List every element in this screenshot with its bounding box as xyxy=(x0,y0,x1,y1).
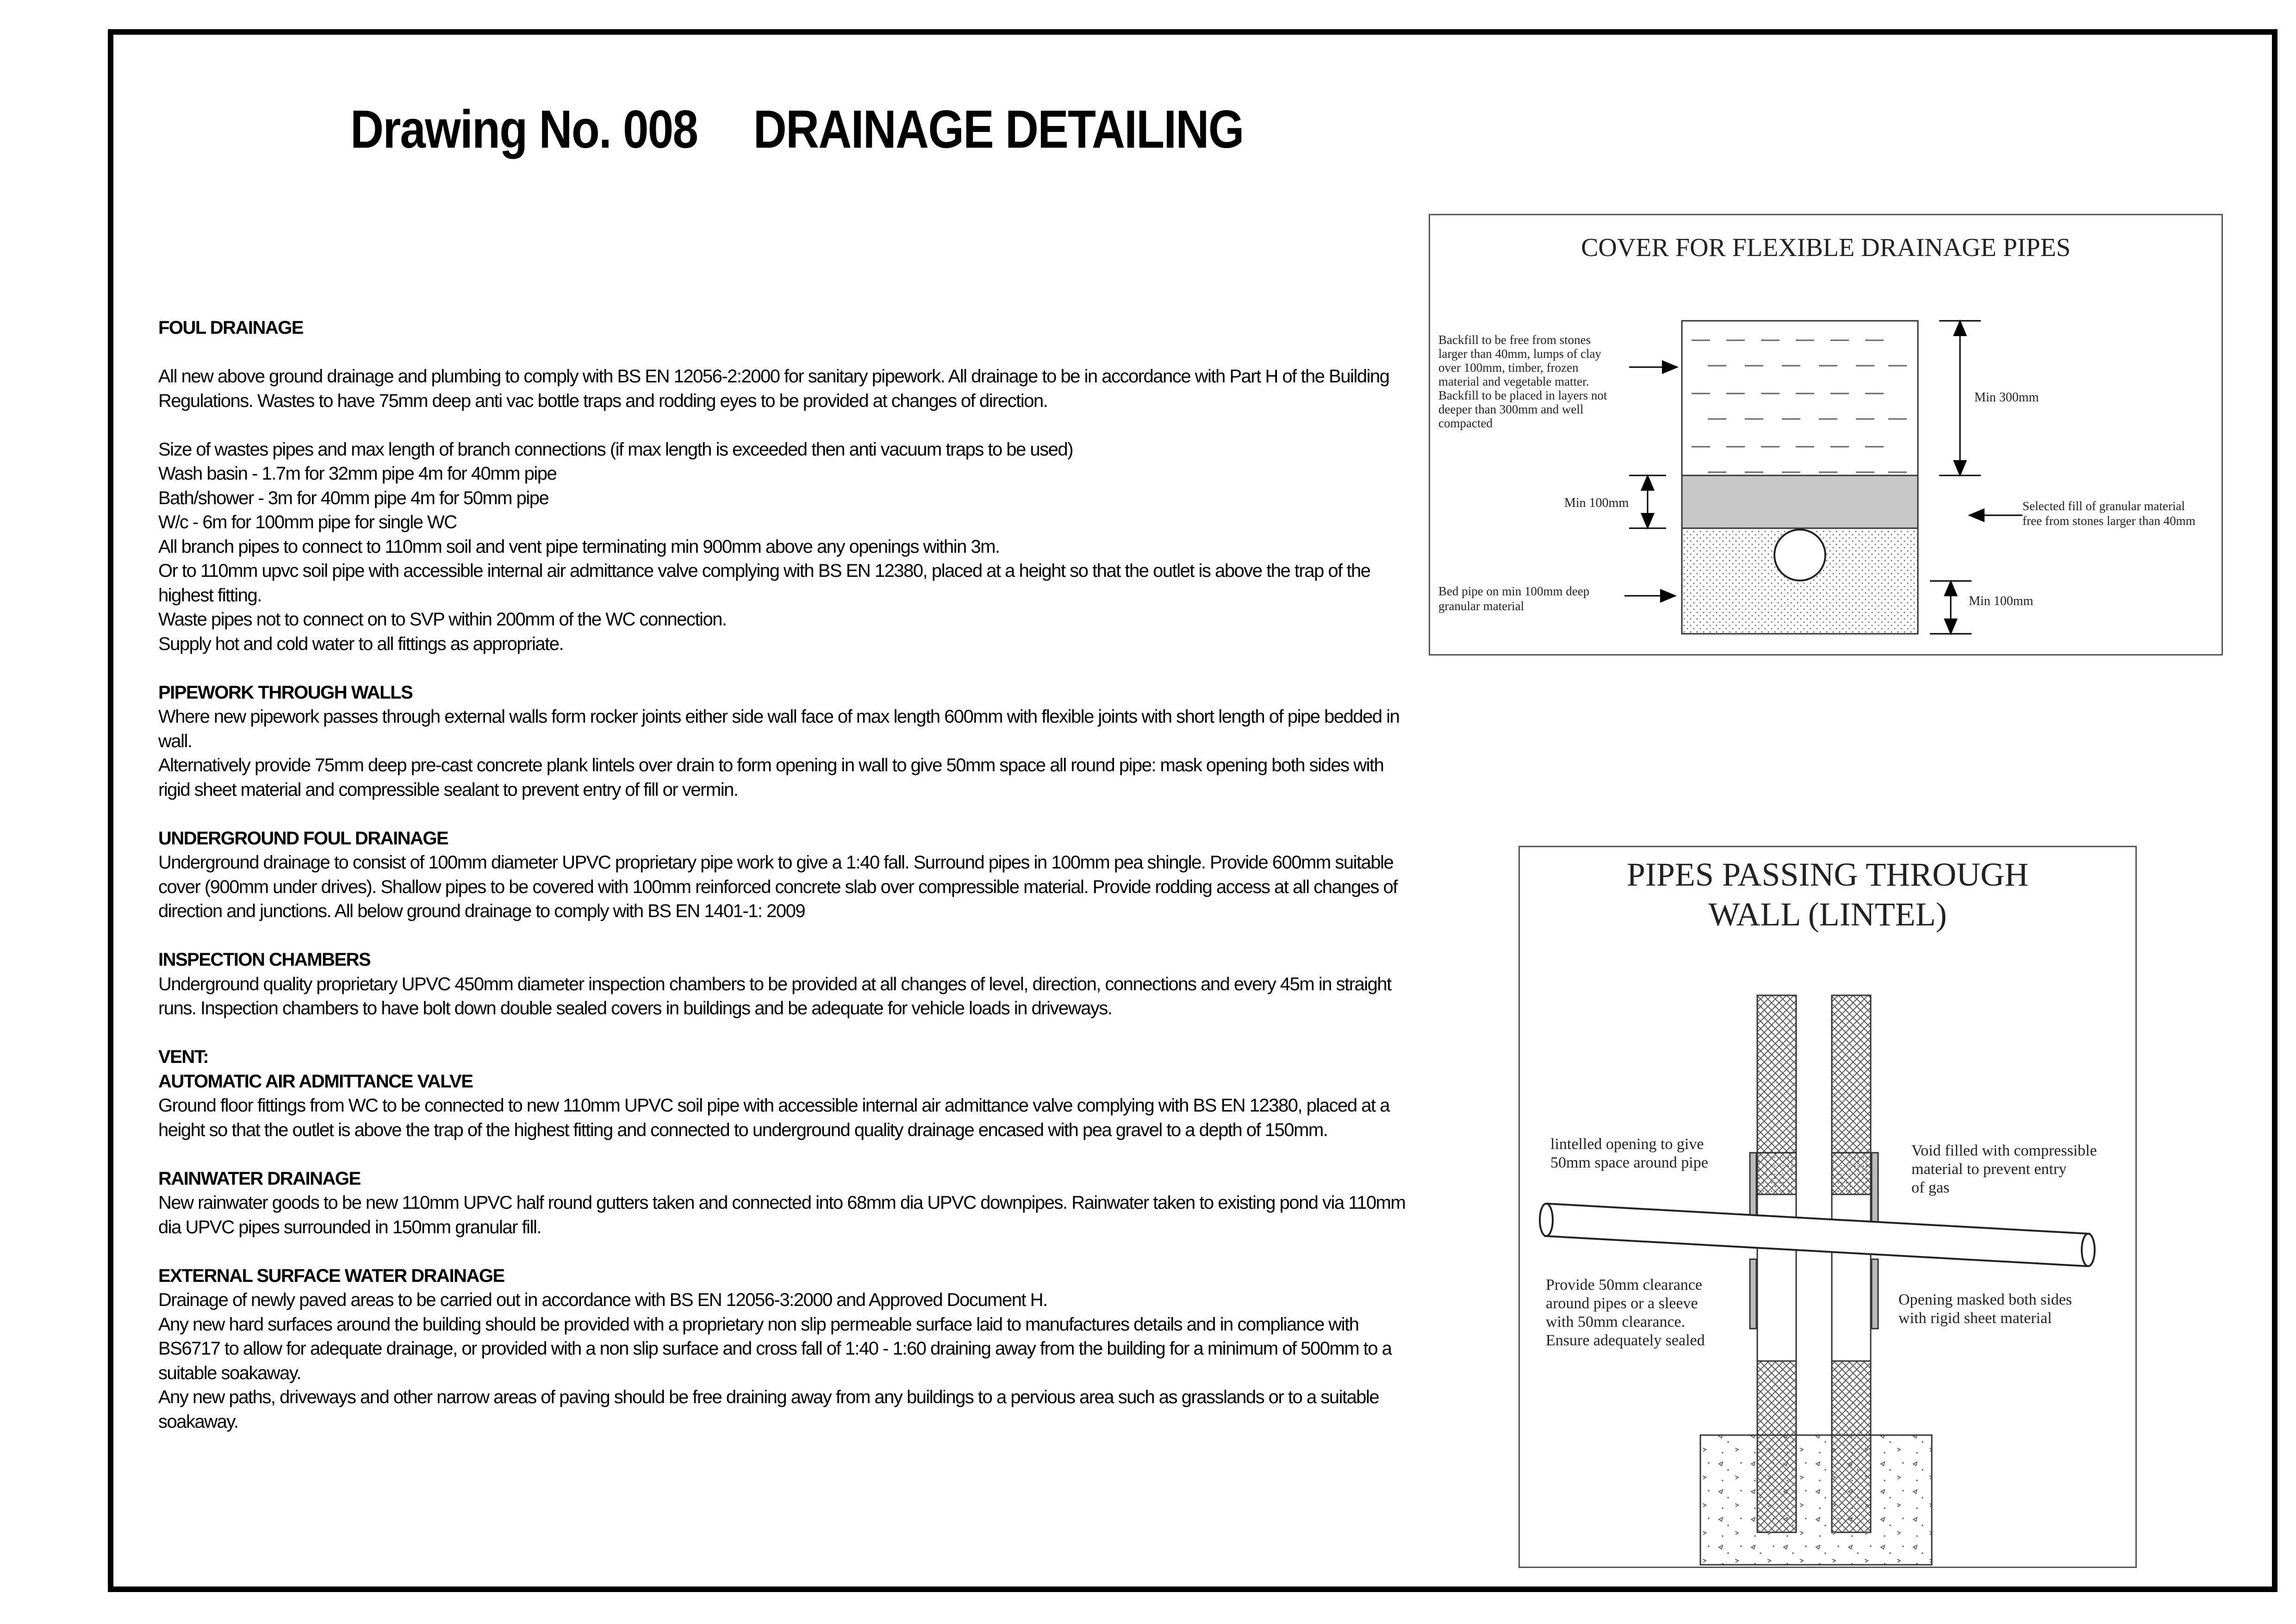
cover-detail-title: COVER FOR FLEXIBLE DRAINAGE PIPES xyxy=(1581,233,2071,262)
foul-line: Wash basin - 1.7m for 32mm pipe 4m for 40mm pipe xyxy=(158,463,557,484)
wall-detail-panel xyxy=(1518,846,2137,1568)
section-rainwater xyxy=(158,1167,1417,1240)
lintelled-note: lintelled opening to give 50mm space around pipe xyxy=(1550,1136,1708,1171)
heading-external: EXTERNAL SURFACE WATER DRAINAGE xyxy=(158,1265,504,1286)
inspection-paragraph: Underground quality proprietary UPVC 450mm diameter inspection chambers to be provided at all changes of level, direction, connections and every 45m in straight runs. Inspection chambers to have bolt down double sealed covers in buildings and be adequate for vehicle loads in driveways. xyxy=(158,974,1391,1018)
wall-detail-drawing xyxy=(1520,847,2138,1569)
foul-line: Bath/shower - 3m for 40mm pipe 4m for 50mm pipe xyxy=(158,487,549,508)
min-100-right-label: Min 100mm xyxy=(1969,594,2034,608)
external-paragraph: Drainage of newly paved areas to be carried out in accordance with BS EN 12056-3:2000 and Approved Document H. xyxy=(158,1290,1047,1310)
section-inspection-chambers xyxy=(158,948,1417,1021)
min-300-label: Min 300mm xyxy=(1974,390,2039,405)
foul-line: All branch pipes to connect to 110mm soil and vent pipe terminating min 900mm above any openings within 3m. xyxy=(158,536,1000,557)
external-paragraph: Any new hard surfaces around the building should be provided with a proprietary non slip permeable surface laid to manufactures details and in compliance with BS6717 to allow for adequate drainage, or provided with a non slip surface and cross fall of 1:40 - 1:60 draining away from the building for a minimum of 500mm to a suitable soakaway. xyxy=(158,1314,1392,1383)
foul-paragraph: All new above ground drainage and plumbing to comply with BS EN 12056-2:2000 for sanitary pipework. All drainage to be in accordance with Part H of the Building Regulations. Wastes to have 75mm deep anti vac bottle traps and rodding eyes to be provided at changes of direction. xyxy=(158,366,1389,411)
void-note: Void filled with compressible material to prevent entry of gas xyxy=(1911,1142,2097,1196)
section-external-surface-water xyxy=(158,1264,1417,1434)
foul-line: Supply hot and cold water to all fittings as appropriate. xyxy=(158,633,564,654)
drawing-name: DRAINAGE DETAILING xyxy=(753,99,1244,159)
section-vent xyxy=(158,1045,1417,1142)
drawing-title xyxy=(350,98,1244,160)
pipework-paragraph: Alternatively provide 75mm deep pre-cast concrete plank lintels over drain to form opening in wall to give 50mm space all round pipe: mask opening both sides with rigid sheet material and compressible sealant to prevent entry of fill or vermin. xyxy=(158,755,1384,800)
heading-vent: VENT: xyxy=(158,1047,209,1067)
vent-paragraph: Ground floor fittings from WC to be connected to new 110mm UPVC soil pipe with accessible internal air admittance valve complying with BS EN 12380, placed at a height so that the outlet is above the trap of the highest fitting and connected to underground quality drainage encased with pea gravel to a depth of 150mm. xyxy=(158,1095,1389,1140)
cover-detail-panel xyxy=(1429,214,2223,656)
heading-air-admittance: AUTOMATIC AIR ADMITTANCE VALVE xyxy=(158,1071,473,1092)
foul-line: W/c - 6m for 100mm pipe for single WC xyxy=(158,512,457,532)
drain-pipe xyxy=(1774,530,1825,581)
section-pipework-through-walls xyxy=(158,681,1417,802)
section-underground-foul-drainage xyxy=(158,826,1417,924)
heading-pipework: PIPEWORK THROUGH WALLS xyxy=(158,682,413,703)
selected-fill-band xyxy=(1682,475,1918,528)
heading-rainwater: RAINWATER DRAINAGE xyxy=(158,1168,361,1189)
selected-fill-note: Selected fill of granular material free from stones larger than 40mm xyxy=(2022,499,2196,528)
foul-line: Or to 110mm upvc soil pipe with accessible internal air admittance valve complying with BS EN 12380, placed at a height so that the outlet is above the trap of the highest fitting. xyxy=(158,561,1370,606)
backfill-note: Backfill to be free from stones larger than 40mm, lumps of clay over 100mm, timber, frozen material and vegetable matter. Backfill to be placed in layers not deeper than 300mm and well compacted xyxy=(1438,333,1607,430)
heading-underground: UNDERGROUND FOUL DRAINAGE xyxy=(158,828,448,849)
wall-detail-title: PIPES PASSING THROUGH WALL (LINTEL) xyxy=(1626,856,2029,933)
underground-paragraph: Underground drainage to consist of 100mm diameter UPVC proprietary pipe work to give a 1:40 fall. Surround pipes in 100mm pea shingle. Provide 600mm suitable cover (900mm under drives). Shallow pipes to be covered with 100mm reinforced concrete slab over compressible material. Provide rodding access at all changes of direction and junctions. All below ground drainage to comply with BS EN 1401-1: 2009 xyxy=(158,852,1397,921)
min-100-left-label: Min 100mm xyxy=(1564,496,1629,510)
foul-line: Size of wastes pipes and max length of branch connections (if max length is exceeded then anti vacuum traps to be used) xyxy=(158,439,1073,460)
right-lintel xyxy=(1832,1153,1871,1194)
pipework-paragraph: Where new pipework passes through external walls form rocker joints either side wall face of max length 600mm with flexible joints with short length of pipe bedded in wall. xyxy=(158,706,1400,751)
through-pipe xyxy=(1545,1204,2089,1266)
clearance-note: Provide 50mm clearance around pipes or a sleeve with 50mm clearance. Ensure adequately sealed xyxy=(1546,1276,1705,1349)
bed-pipe-note: Bed pipe on min 100mm deep granular material xyxy=(1438,584,1590,613)
concrete-foundation xyxy=(1700,1435,1932,1565)
masked-note: Opening masked both sides with rigid sheet material xyxy=(1898,1291,2072,1327)
external-paragraph: Any new paths, driveways and other narrow areas of paving should be free draining away from any buildings to a pervious area such as grasslands or to a suitable soakaway. xyxy=(158,1387,1379,1432)
rainwater-paragraph: New rainwater goods to be new 110mm UPVC half round gutters taken and connected into 68mm dia UPVC downpipes. Rainwater taken to existing pond via 110mm dia UPVC pipes surrounded in 150mm granular fill. xyxy=(158,1193,1406,1237)
heading-foul-drainage: FOUL DRAINAGE xyxy=(158,318,304,338)
drawing-number: Drawing No. 008 xyxy=(350,99,698,159)
foul-line: Waste pipes not to connect on to SVP within 200mm of the WC connection. xyxy=(158,609,727,630)
specification-notes xyxy=(158,316,1417,1458)
section-foul-drainage xyxy=(158,316,1417,656)
left-lintel xyxy=(1757,1153,1796,1194)
heading-inspection: INSPECTION CHAMBERS xyxy=(158,949,371,970)
